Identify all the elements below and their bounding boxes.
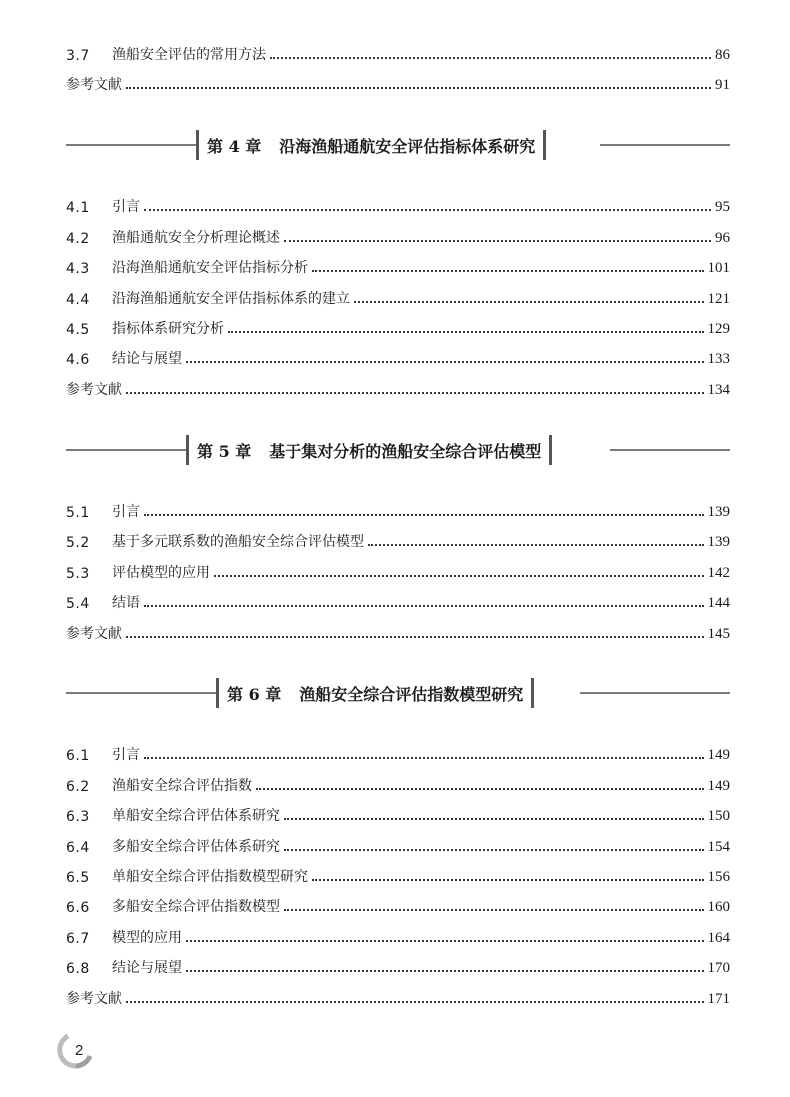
entry-page: 149 (707, 747, 730, 763)
dot-leader (284, 909, 704, 911)
rule-right (610, 449, 730, 451)
toc-entry[interactable] (66, 194, 730, 216)
dot-leader (284, 240, 711, 242)
entry-page: 145 (707, 626, 730, 642)
toc-entry[interactable] (66, 346, 730, 368)
page-number-badge (54, 1030, 94, 1074)
entry-page: 95 (715, 199, 730, 215)
rule-left (66, 692, 216, 694)
entry-number: 6.5 (66, 870, 90, 886)
entry-title: 参考文献 (66, 626, 122, 642)
toc-entry[interactable] (66, 803, 730, 825)
entry-title: 渔船安全综合评估指数 (112, 778, 252, 794)
toc-entry-references[interactable] (66, 621, 730, 643)
dot-leader (126, 87, 711, 89)
toc-entry[interactable] (66, 773, 730, 795)
entry-number: 4.2 (66, 231, 90, 247)
chapter-title: 基于集对分析的渔船安全综合评估模型 (269, 441, 542, 461)
dot-leader (186, 970, 704, 972)
entry-page: 91 (715, 77, 730, 93)
chapter-title-box[interactable] (216, 678, 534, 708)
toc-entry[interactable] (66, 225, 730, 247)
entry-title: 单船安全综合评估体系研究 (112, 808, 280, 824)
entry-title: 渔船通航安全分析理论概述 (112, 230, 280, 246)
dot-leader (312, 879, 704, 881)
toc-entry-references[interactable] (66, 72, 730, 94)
dot-leader (284, 849, 704, 851)
toc-entry[interactable] (66, 864, 730, 886)
toc-entry-references[interactable] (66, 986, 730, 1008)
entry-number: 6.2 (66, 779, 90, 795)
entry-page: 134 (707, 382, 730, 398)
entry-title: 结论与展望 (112, 351, 182, 367)
dot-leader (256, 788, 704, 790)
dot-leader (214, 575, 704, 577)
entry-number: 6.4 (66, 840, 90, 856)
toc-entry[interactable] (66, 894, 730, 916)
entry-number: 6.6 (66, 900, 90, 916)
toc-entry[interactable] (66, 834, 730, 856)
entry-page: 129 (707, 321, 730, 337)
dot-leader (186, 940, 704, 942)
entry-number: 5.2 (66, 535, 90, 551)
entry-title: 沿海渔船通航安全评估指标体系的建立 (112, 291, 350, 307)
toc-entry[interactable] (66, 925, 730, 947)
page-number: 2 (75, 1042, 84, 1059)
entry-page: 144 (707, 595, 730, 611)
dot-leader (144, 514, 704, 516)
entry-title: 引言 (112, 504, 140, 520)
chapter-heading-6 (66, 678, 730, 708)
entry-number: 4.4 (66, 292, 90, 308)
entry-number: 4.6 (66, 352, 90, 368)
entry-title: 单船安全综合评估指数模型研究 (112, 869, 308, 885)
entry-title: 渔船安全评估的常用方法 (112, 47, 266, 63)
toc-entry-references[interactable] (66, 377, 730, 399)
entry-title: 引言 (112, 747, 140, 763)
entry-number: 4.3 (66, 261, 90, 277)
entry-page: 133 (707, 351, 730, 367)
entry-number: 5.3 (66, 566, 90, 582)
dot-leader (126, 1001, 704, 1003)
entry-title: 多船安全综合评估指数模型 (112, 899, 280, 915)
entry-number: 6.1 (66, 748, 90, 764)
entry-page: 160 (707, 899, 730, 915)
toc-entry[interactable] (66, 529, 730, 551)
chapter-label: 第 6 章 (227, 684, 282, 704)
rule-right (580, 692, 730, 694)
dot-leader (144, 209, 711, 211)
rule-right (600, 144, 730, 146)
chapter-heading-4 (66, 130, 730, 160)
chapter-label: 第 4 章 (207, 136, 262, 156)
entry-page: 86 (715, 47, 730, 63)
toc-entry[interactable] (66, 742, 730, 764)
dot-leader (144, 605, 704, 607)
entry-page: 170 (707, 960, 730, 976)
toc-entry[interactable] (66, 590, 730, 612)
toc-entry[interactable] (66, 560, 730, 582)
entry-number: 6.7 (66, 931, 90, 947)
rule-left (66, 144, 196, 146)
toc-entry[interactable] (66, 42, 730, 64)
toc-entry[interactable] (66, 316, 730, 338)
entry-number: 5.1 (66, 505, 90, 521)
dot-leader (368, 544, 704, 546)
dot-leader (354, 301, 704, 303)
dot-leader (284, 818, 704, 820)
entry-number: 3.7 (66, 48, 90, 64)
toc-entry[interactable] (66, 955, 730, 977)
chapter-title: 沿海渔船通航安全评估指标体系研究 (279, 136, 536, 156)
dot-leader (126, 636, 704, 638)
chapter-title-box[interactable] (186, 435, 552, 465)
entry-page: 156 (707, 869, 730, 885)
entry-page: 149 (707, 778, 730, 794)
entry-page: 139 (707, 534, 730, 550)
chapter-title: 渔船安全综合评估指数模型研究 (299, 684, 524, 704)
entry-title: 沿海渔船通航安全评估指标分析 (112, 260, 308, 276)
toc-entry[interactable] (66, 499, 730, 521)
entry-title: 参考文献 (66, 991, 122, 1007)
dot-leader (186, 361, 704, 363)
chapter-heading-5 (66, 435, 730, 465)
dot-leader (270, 57, 711, 59)
entry-page: 96 (715, 230, 730, 246)
chapter-label: 第 5 章 (197, 441, 252, 461)
entry-number: 5.4 (66, 596, 90, 612)
entry-title: 指标体系研究分析 (112, 321, 224, 337)
entry-title: 引言 (112, 199, 140, 215)
chapter-title-box[interactable] (196, 130, 546, 160)
entry-number: 6.8 (66, 961, 90, 977)
entry-title: 评估模型的应用 (112, 565, 210, 581)
entry-page: 139 (707, 504, 730, 520)
entry-title: 多船安全综合评估体系研究 (112, 839, 280, 855)
page-arc-icon (54, 1030, 94, 1070)
entry-number: 4.1 (66, 200, 90, 216)
entry-page: 142 (707, 565, 730, 581)
dot-leader (228, 331, 704, 333)
entry-title: 基于多元联系数的渔船安全综合评估模型 (112, 534, 364, 550)
entry-title: 结语 (112, 595, 140, 611)
entry-page: 154 (707, 839, 730, 855)
entry-title: 结论与展望 (112, 960, 182, 976)
entry-title: 模型的应用 (112, 930, 182, 946)
entry-title: 参考文献 (66, 382, 122, 398)
toc-entry[interactable] (66, 286, 730, 308)
rule-left (66, 449, 186, 451)
entry-page: 150 (707, 808, 730, 824)
entry-number: 6.3 (66, 809, 90, 825)
toc-entry[interactable] (66, 255, 730, 277)
entry-page: 164 (707, 930, 730, 946)
dot-leader (144, 757, 704, 759)
dot-leader (126, 392, 704, 394)
dot-leader (312, 270, 704, 272)
entry-page: 101 (707, 260, 730, 276)
entry-number: 4.5 (66, 322, 90, 338)
entry-title: 参考文献 (66, 77, 122, 93)
entry-page: 171 (707, 991, 730, 1007)
entry-page: 121 (707, 291, 730, 307)
